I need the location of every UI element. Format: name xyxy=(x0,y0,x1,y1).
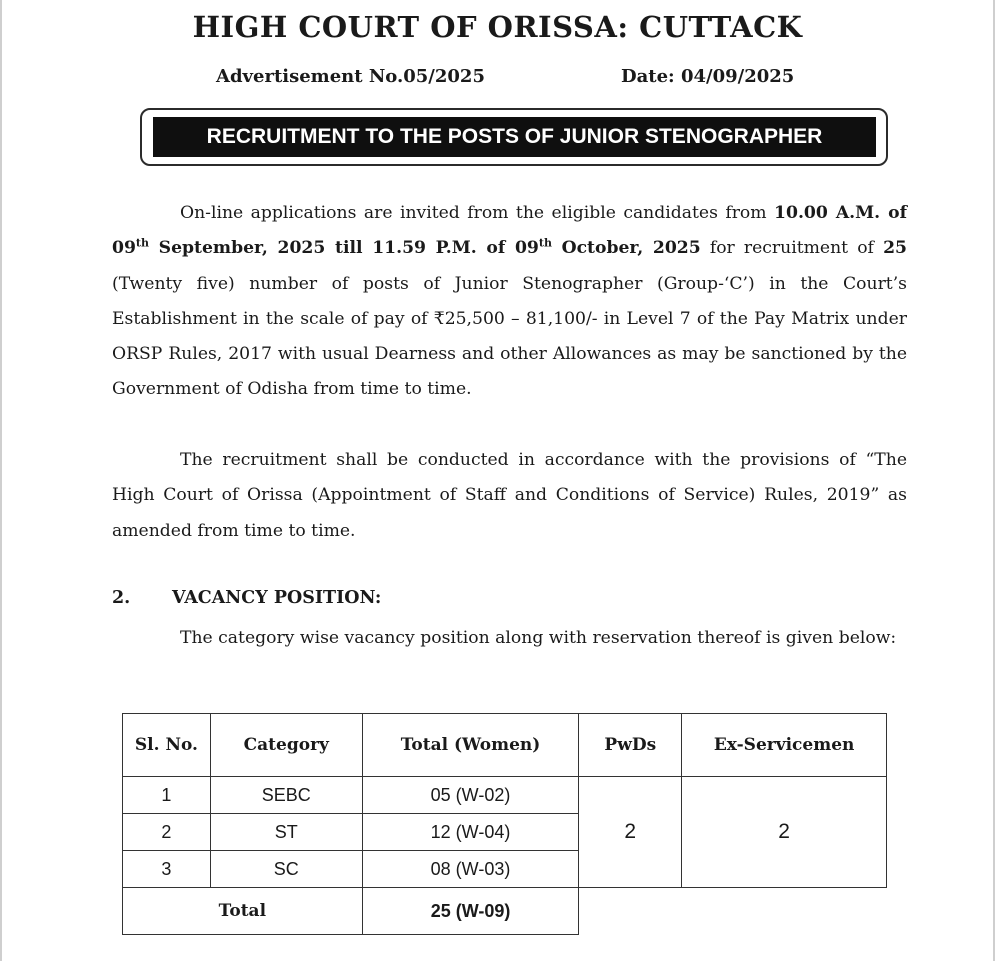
advertisement-number: Advertisement No.05/2025 xyxy=(216,66,485,87)
header-sl-no: Sl. No. xyxy=(123,714,211,777)
cell-total: 12 (W-04) xyxy=(362,814,579,851)
rules-text: The recruitment shall be conducted in accordance with the provisions of “The High Court of Orissa (Appointment of Staff and Conditions of Service) Rules, 2019” as amended from time to time. xyxy=(112,450,907,541)
section-text: The category wise vacancy position along with reservation thereof is given below: xyxy=(180,628,897,648)
intro-start-time: 10.00 A.M. of 09 xyxy=(112,203,907,259)
table-total-row xyxy=(123,888,887,935)
section-title: VACANCY POSITION: xyxy=(172,588,382,608)
intro-end-time: September, 2025 till 11.59 P.M. of 09 xyxy=(149,238,539,259)
intro-paragraph xyxy=(112,196,907,408)
section-paragraph xyxy=(112,621,907,656)
cell-pwds: 2 xyxy=(579,777,682,888)
cell-sl: 2 xyxy=(123,814,211,851)
intro-sup-2: th xyxy=(538,236,552,250)
header-ex-servicemen: Ex-Servicemen xyxy=(682,714,887,777)
intro-end-month: October, 2025 xyxy=(551,238,701,259)
vacancy-table xyxy=(122,713,887,935)
recruitment-banner: RECRUITMENT TO THE POSTS OF JUNIOR STENOGRAPHER xyxy=(153,117,876,157)
cell-total: 08 (W-03) xyxy=(362,851,579,888)
intro-post-count: 25 xyxy=(883,238,907,259)
cell-sl: 3 xyxy=(123,851,211,888)
cell-sl: 1 xyxy=(123,777,211,814)
section-number: 2. xyxy=(112,588,131,608)
intro-text-a: On-line applications are invited from the eligible candidates from xyxy=(180,203,775,223)
table-row xyxy=(123,777,887,814)
cell-category: ST xyxy=(210,814,362,851)
rules-paragraph xyxy=(112,443,907,549)
intro-text-g: (Twenty five) number of posts of Junior Stenographer (Group-‘C’) in the Court’s Establishment in the scale of pay of ₹25,500 – 81,100/- in Level 7 of the Pay Matrix under ORSP Rules, 2017 with usual Dearness and other Allowances as may be sanctioned by the Government of Odisha from time to time. xyxy=(112,273,907,400)
header-pwds: PwDs xyxy=(579,714,682,777)
total-value: 25 (W-09) xyxy=(362,888,579,935)
document-title: HIGH COURT OF ORISSA: CUTTACK xyxy=(192,10,803,44)
total-label: Total xyxy=(123,888,363,935)
cell-category: SEBC xyxy=(210,777,362,814)
intro-sup-1: th xyxy=(135,236,150,250)
table-header-row xyxy=(123,714,887,777)
intro-text-e: for recruitment of xyxy=(700,238,884,259)
header-total-women: Total (Women) xyxy=(362,714,579,777)
header-category: Category xyxy=(210,714,362,777)
cell-category: SC xyxy=(210,851,362,888)
advertisement-date: Date: 04/09/2025 xyxy=(621,66,795,87)
section-heading xyxy=(112,588,381,608)
cell-total: 05 (W-02) xyxy=(362,777,579,814)
cell-ex-servicemen: 2 xyxy=(682,777,887,888)
